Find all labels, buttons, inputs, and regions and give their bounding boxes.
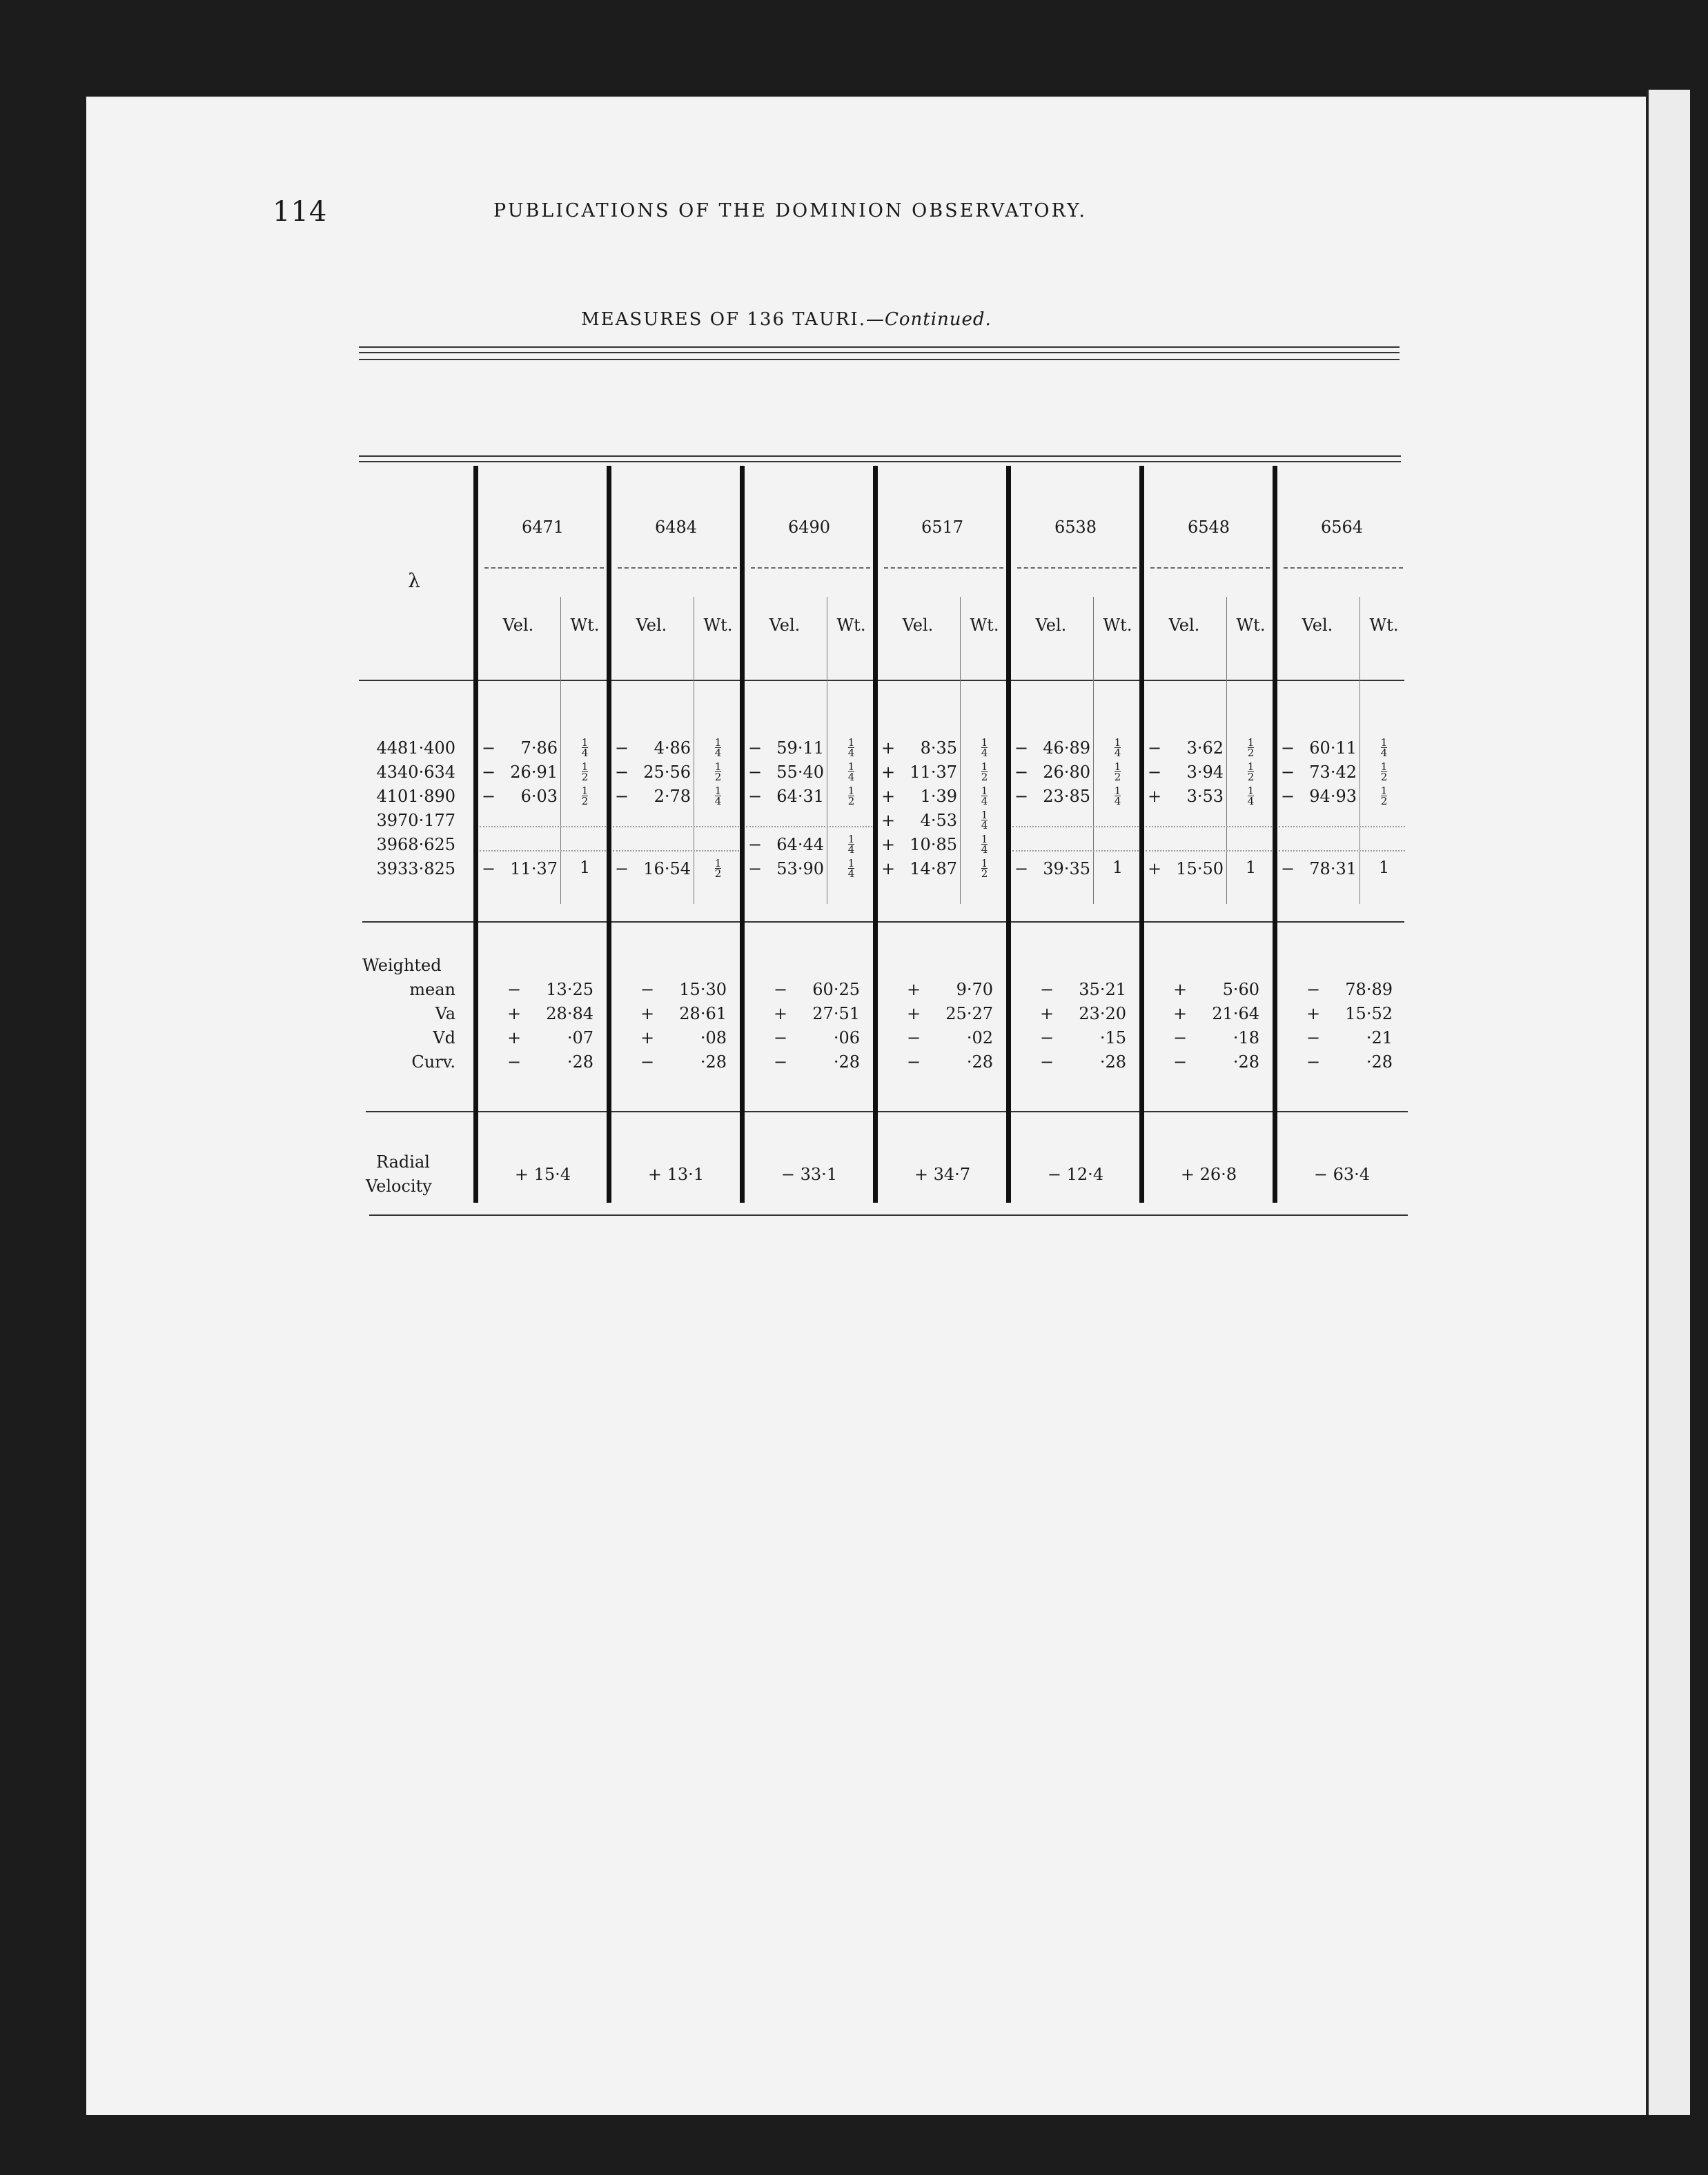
summary-value: 5·60 — [1222, 980, 1259, 999]
weight-value: $\frac{1}{4}$ — [981, 785, 988, 807]
plate-number: 6517 — [921, 518, 964, 537]
velocity-sign: − — [482, 762, 496, 782]
velocity-value: 46·89 — [1043, 738, 1090, 758]
summary-sign: − — [507, 980, 522, 999]
velocity-sign: − — [1281, 787, 1295, 806]
vel-header: Vel. — [769, 616, 801, 635]
summary-value: ·15 — [1099, 1028, 1126, 1047]
velocity-value: 94·93 — [1309, 787, 1357, 806]
weight-value: $\frac{1}{4}$ — [1114, 785, 1121, 807]
velocity-value: 53·90 — [776, 859, 824, 878]
radial-label: Radial — [376, 1152, 430, 1172]
adjacent-page-edge — [1646, 90, 1690, 2115]
plate-number: 6564 — [1320, 518, 1364, 537]
summary-value: ·08 — [700, 1028, 727, 1047]
weight-value: $\frac{1}{2}$ — [581, 760, 589, 783]
weight-value: $\frac{1}{4}$ — [847, 736, 855, 759]
radial-velocity-value: + 13·1 — [647, 1165, 705, 1184]
summary-sign: − — [1306, 980, 1321, 999]
header-rule — [359, 352, 1400, 353]
summary-value: 25·27 — [945, 1004, 993, 1023]
summary-sign: + — [1040, 1004, 1054, 1023]
summary-value: 23·20 — [1079, 1004, 1126, 1023]
velocity-value: 1·39 — [920, 787, 957, 806]
velocity-sign: − — [1148, 738, 1162, 758]
plate-underline — [618, 567, 737, 569]
weight-value: $\frac{1}{4}$ — [981, 809, 988, 831]
summary-sign: − — [1173, 1052, 1188, 1072]
weight-value: 1 — [1112, 858, 1123, 877]
velocity-sign: − — [1281, 859, 1295, 878]
plate-number: 6490 — [787, 518, 831, 537]
weight-value: $\frac{1}{2}$ — [1114, 760, 1121, 783]
radial-label: Velocity — [366, 1177, 432, 1196]
plate-underline — [751, 567, 870, 569]
summary-sign: + — [1173, 980, 1188, 999]
empty-cell-leader — [1279, 826, 1405, 827]
velocity-sign: + — [881, 811, 896, 830]
radial-velocity-value: + 15·4 — [514, 1165, 571, 1184]
velocity-sign: − — [615, 787, 629, 806]
velocity-sign: + — [881, 835, 896, 854]
summary-sign: + — [1173, 1004, 1188, 1023]
summary-sign: − — [774, 1052, 788, 1072]
summary-sign: − — [907, 1028, 921, 1047]
vel-header: Vel. — [502, 616, 534, 635]
wt-header: Wt. — [970, 616, 999, 635]
velocity-value: 10·85 — [910, 835, 957, 854]
wavelength: 3970·177 — [376, 811, 455, 830]
velocity-sign: + — [881, 738, 896, 758]
summary-value: 21·64 — [1212, 1004, 1259, 1023]
empty-cell-leader — [1012, 826, 1139, 827]
summary-label: mean — [409, 980, 455, 999]
summary-sign: − — [507, 1052, 522, 1072]
velocity-sign: + — [881, 762, 896, 782]
radial-velocity-value: − 12·4 — [1047, 1165, 1104, 1184]
weight-value: $\frac{1}{4}$ — [1114, 736, 1121, 759]
weight-value: $\frac{1}{2}$ — [981, 760, 988, 783]
wavelength: 3933·825 — [376, 859, 455, 878]
summary-sign: − — [1173, 1028, 1188, 1047]
velocity-sign: − — [1281, 762, 1295, 782]
weight-value: $\frac{1}{4}$ — [847, 833, 855, 856]
velocity-value: 2·78 — [654, 787, 691, 806]
summary-value: 13·25 — [546, 980, 593, 999]
velocity-value: 23·85 — [1043, 787, 1090, 806]
velocity-value: 55·40 — [776, 762, 824, 782]
velocity-value: 4·86 — [654, 738, 691, 758]
plate-number: 6484 — [654, 518, 698, 537]
velocity-sign: − — [615, 859, 629, 878]
velocity-value: 59·11 — [776, 738, 824, 758]
empty-cell-leader — [1146, 826, 1272, 827]
weight-value: $\frac{1}{4}$ — [847, 857, 855, 880]
radial-velocity-value: − 33·1 — [781, 1165, 838, 1184]
summary-value: ·02 — [966, 1028, 993, 1047]
velocity-value: 15·50 — [1176, 859, 1224, 878]
velocity-value: 3·94 — [1186, 762, 1224, 782]
summary-value: ·21 — [1366, 1028, 1393, 1047]
summary-sign: − — [640, 1052, 655, 1072]
empty-cell-leader — [1012, 850, 1139, 852]
wt-header: Wt. — [836, 616, 866, 635]
header-bottom-rule — [359, 680, 1404, 681]
plate-number: 6471 — [521, 518, 565, 537]
wavelength: 4101·890 — [376, 787, 455, 806]
weight-value: $\frac{1}{2}$ — [1380, 760, 1388, 783]
velocity-value: 3·53 — [1186, 787, 1224, 806]
summary-value: 28·61 — [679, 1004, 727, 1023]
weight-value: $\frac{1}{2}$ — [714, 760, 722, 783]
velocity-sign: − — [1148, 762, 1162, 782]
wavelength: 4481·400 — [376, 738, 455, 758]
caption-continued: —Continued. — [865, 309, 992, 330]
weight-value: 1 — [579, 858, 591, 877]
plate-underline — [1150, 567, 1270, 569]
velocity-sign: − — [748, 738, 763, 758]
empty-cell-leader — [1279, 850, 1405, 852]
summary-sign: + — [640, 1028, 655, 1047]
weight-value: $\frac{1}{2}$ — [847, 785, 855, 807]
velocity-value: 16·54 — [643, 859, 691, 878]
velocity-value: 64·31 — [776, 787, 824, 806]
empty-cell-leader — [613, 826, 739, 827]
weight-value: $\frac{1}{4}$ — [1380, 736, 1388, 759]
weight-value: $\frac{1}{2}$ — [714, 857, 722, 880]
summary-sign: − — [640, 980, 655, 999]
summary-value: 78·89 — [1345, 980, 1393, 999]
vel-header: Vel. — [1168, 616, 1200, 635]
velocity-sign: + — [881, 859, 896, 878]
wt-header: Wt. — [1236, 616, 1266, 635]
summary-label: Vd — [433, 1028, 455, 1047]
summary-sign: + — [907, 1004, 921, 1023]
velocity-sign: − — [1014, 787, 1029, 806]
page-number: 114 — [273, 196, 328, 228]
velocity-sign: − — [615, 762, 629, 782]
velocity-value: 7·86 — [520, 738, 558, 758]
velocity-value: 78·31 — [1309, 859, 1357, 878]
vel-header: Vel. — [1035, 616, 1067, 635]
summary-sign: − — [774, 980, 788, 999]
table-bottom-rule — [369, 1214, 1408, 1216]
velocity-value: 73·42 — [1309, 762, 1357, 782]
summary-value: 27·51 — [812, 1004, 860, 1023]
velocity-sign: − — [748, 859, 763, 878]
summary-label: Weighted — [362, 956, 442, 975]
velocity-sign: − — [1281, 738, 1295, 758]
velocity-value: 64·44 — [776, 835, 824, 854]
summary-value: ·28 — [700, 1052, 727, 1072]
summary-value: ·28 — [966, 1052, 993, 1072]
weight-value: $\frac{1}{2}$ — [1247, 760, 1255, 783]
wt-header: Wt. — [570, 616, 600, 635]
summary-sign: + — [640, 1004, 655, 1023]
summary-value: 60·25 — [812, 980, 860, 999]
weight-value: $\frac{1}{2}$ — [581, 785, 589, 807]
summary-value: 15·30 — [679, 980, 727, 999]
velocity-value: 14·87 — [910, 859, 957, 878]
summary-sign: − — [1306, 1028, 1321, 1047]
table-caption — [581, 309, 992, 330]
summary-label: Curv. — [411, 1052, 455, 1072]
vel-header: Vel. — [1302, 616, 1333, 635]
velocity-value: 6·03 — [520, 787, 558, 806]
summary-value: ·06 — [833, 1028, 860, 1047]
empty-cell-leader — [480, 850, 606, 852]
summary-value: ·28 — [1366, 1052, 1393, 1072]
summary-sign: − — [1040, 1052, 1054, 1072]
velocity-sign: − — [748, 787, 763, 806]
summary-sign: + — [507, 1028, 522, 1047]
empty-cell-leader — [746, 826, 872, 827]
summary-label: Va — [435, 1004, 455, 1023]
summary-value: 15·52 — [1345, 1004, 1393, 1023]
vel-header: Vel. — [902, 616, 934, 635]
velocity-value: 11·37 — [910, 762, 957, 782]
lambda-header: λ — [408, 569, 420, 592]
weight-value: $\frac{1}{4}$ — [981, 833, 988, 856]
wavelength: 4340·634 — [376, 762, 455, 782]
column-separator — [1139, 466, 1144, 1203]
empty-cell-leader — [613, 850, 739, 852]
wt-header: Wt. — [703, 616, 733, 635]
empty-cell-leader — [1146, 850, 1272, 852]
weight-value: $\frac{1}{2}$ — [1380, 785, 1388, 807]
velocity-sign: − — [748, 835, 763, 854]
summary-value: 35·21 — [1079, 980, 1126, 999]
velocity-sign: − — [482, 738, 496, 758]
plate-number: 6548 — [1187, 518, 1230, 537]
weight-value: $\frac{1}{4}$ — [981, 736, 988, 759]
summary-value: ·28 — [567, 1052, 593, 1072]
velocity-sign: − — [1014, 762, 1029, 782]
summary-sign: − — [774, 1028, 788, 1047]
weight-value: $\frac{1}{4}$ — [714, 736, 722, 759]
weight-value: $\frac{1}{4}$ — [581, 736, 589, 759]
radial-velocity-value: + 34·7 — [914, 1165, 971, 1184]
summary-value: ·28 — [1233, 1052, 1259, 1072]
plate-underline — [884, 567, 1003, 569]
summary-sign: − — [907, 1052, 921, 1072]
weight-value: $\frac{1}{4}$ — [847, 760, 855, 783]
wavelength: 3968·625 — [376, 835, 455, 854]
plate-underline — [1284, 567, 1403, 569]
measures-bottom-rule — [362, 921, 1404, 923]
summary-value: ·28 — [1099, 1052, 1126, 1072]
velocity-sign: − — [1014, 859, 1029, 878]
summary-sign: + — [774, 1004, 788, 1023]
summary-sign: − — [1040, 1028, 1054, 1047]
weight-value: 1 — [1378, 858, 1390, 877]
velocity-value: 11·37 — [510, 859, 558, 878]
header-rule — [359, 359, 1400, 360]
table-top-rule — [359, 455, 1401, 457]
vel-header: Vel. — [636, 616, 667, 635]
summary-value: ·07 — [567, 1028, 593, 1047]
column-separator — [740, 466, 745, 1203]
velocity-sign: + — [881, 787, 896, 806]
weight-value: $\frac{1}{2}$ — [1247, 736, 1255, 759]
header-rule — [359, 346, 1400, 348]
velocity-sign: − — [1014, 738, 1029, 758]
weight-value: $\frac{1}{2}$ — [981, 857, 988, 880]
summary-value: ·28 — [833, 1052, 860, 1072]
plate-number: 6538 — [1054, 518, 1097, 537]
summary-sign: + — [907, 980, 921, 999]
summary-bottom-rule — [366, 1111, 1408, 1112]
velocity-value: 26·80 — [1043, 762, 1090, 782]
velocity-value: 26·91 — [510, 762, 558, 782]
measures-table — [273, 373, 1415, 1221]
weight-value: $\frac{1}{4}$ — [714, 785, 722, 807]
velocity-value: 8·35 — [920, 738, 957, 758]
summary-value: ·18 — [1233, 1028, 1259, 1047]
wt-header: Wt. — [1103, 616, 1132, 635]
velocity-value: 39·35 — [1043, 859, 1090, 878]
radial-velocity-value: − 63·4 — [1313, 1165, 1371, 1184]
radial-velocity-value: + 26·8 — [1180, 1165, 1237, 1184]
summary-sign: + — [1306, 1004, 1321, 1023]
weight-value: $\frac{1}{4}$ — [1247, 785, 1255, 807]
weight-value: 1 — [1245, 858, 1257, 877]
summary-sign: + — [507, 1004, 522, 1023]
table-top-rule — [359, 461, 1401, 462]
running-title: PUBLICATIONS OF THE DOMINION OBSERVATORY. — [493, 200, 1087, 222]
velocity-sign: − — [482, 787, 496, 806]
summary-value: 9·70 — [956, 980, 993, 999]
velocity-sign: + — [1148, 859, 1162, 878]
velocity-value: 25·56 — [643, 762, 691, 782]
summary-sign: − — [1306, 1052, 1321, 1072]
column-separator — [1273, 466, 1277, 1203]
velocity-sign: − — [748, 762, 763, 782]
velocity-value: 4·53 — [920, 811, 957, 830]
velocity-value: 3·62 — [1186, 738, 1224, 758]
column-separator — [473, 466, 478, 1203]
velocity-value: 60·11 — [1309, 738, 1357, 758]
velocity-sign: − — [482, 859, 496, 878]
plate-underline — [484, 567, 604, 569]
empty-cell-leader — [480, 826, 606, 827]
velocity-sign: + — [1148, 787, 1162, 806]
column-separator — [607, 466, 611, 1203]
caption-title: MEASURES OF 136 TAURI. — [581, 309, 866, 330]
summary-value: 28·84 — [546, 1004, 593, 1023]
summary-sign: − — [1040, 980, 1054, 999]
plate-underline — [1017, 567, 1137, 569]
wt-header: Wt. — [1369, 616, 1399, 635]
velocity-sign: − — [615, 738, 629, 758]
